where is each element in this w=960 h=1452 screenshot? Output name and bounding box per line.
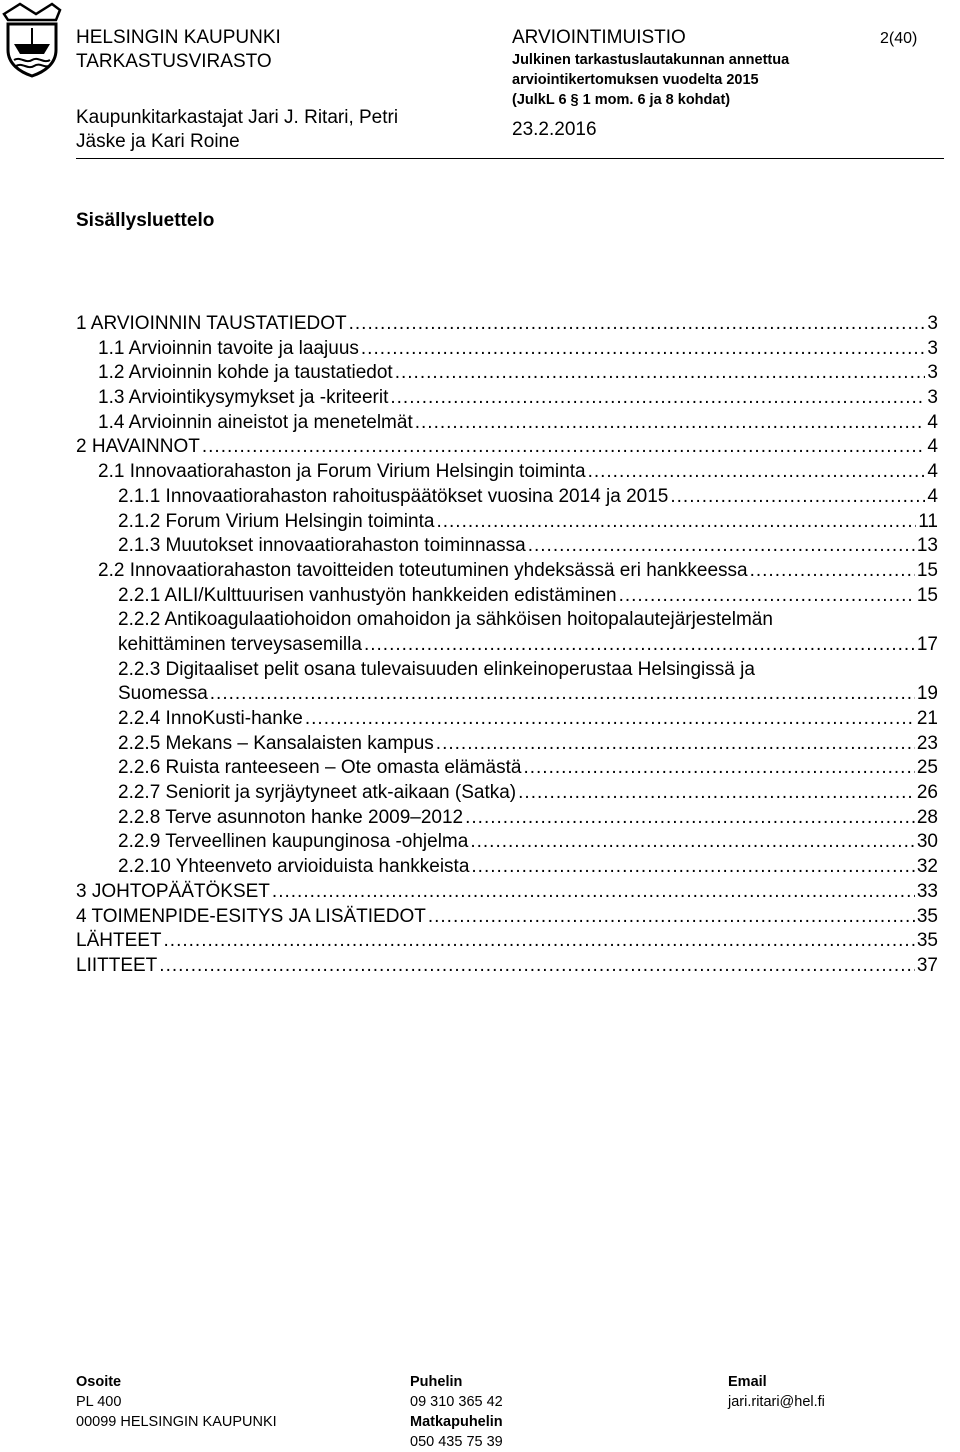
- toc-dot-leader: [202, 435, 926, 460]
- toc-entry-page: 3: [927, 387, 938, 409]
- toc-entry-page: 4: [927, 461, 938, 483]
- toc-entry[interactable]: [76, 806, 938, 831]
- toc-entry-label: 2.2.4 InnoKusti-hanke: [118, 708, 303, 729]
- toc-entry[interactable]: [76, 880, 938, 905]
- toc-entry[interactable]: [76, 559, 938, 584]
- toc-entry-page: 19: [916, 683, 938, 705]
- toc-dot-leader: [588, 460, 926, 485]
- toc-dot-leader: [528, 534, 915, 559]
- toc-entry-label: 1.3 Arviointikysymykset ja -kriteerit: [98, 387, 389, 409]
- toc-title: Sisällysluettelo: [76, 210, 215, 231]
- toc-dot-leader: [670, 485, 925, 510]
- table-of-contents: [76, 312, 938, 979]
- toc-entry-label: 1.2 Arvioinnin kohde ja taustatiedot: [98, 362, 393, 384]
- toc-dot-leader: [471, 855, 914, 880]
- toc-dot-leader: [465, 806, 915, 831]
- doc-subtitle-line3: (JulkL 6 § 1 mom. 6 ja 8 kohdat): [512, 92, 731, 108]
- toc-entry[interactable]: [76, 929, 938, 954]
- toc-entry-label: kehittäminen terveysasemilla: [118, 633, 362, 655]
- address-line1: PL 400: [76, 1394, 122, 1410]
- toc-dot-leader: [361, 337, 926, 362]
- toc-dot-leader: [210, 682, 915, 707]
- toc-entry-label: 2.2 Innovaatiorahaston tavoitteiden toteutuminen yhdeksässä eri hankkeessa: [98, 559, 748, 581]
- toc-dot-leader: [619, 584, 915, 609]
- toc-entry-label: 2.1.1 Innovaatiorahaston rahoituspäätökset vuosina 2014 ja 2015: [118, 485, 669, 507]
- toc-entry[interactable]: [76, 534, 938, 559]
- toc-entry-page: 15: [916, 584, 938, 606]
- toc-entry-label: 2.1 Innovaatiorahaston ja Forum Virium Helsingin toiminta: [98, 461, 586, 483]
- toc-entry[interactable]: [76, 312, 938, 337]
- toc-dot-leader: [305, 707, 915, 732]
- doc-subtitle-line1: Julkinen tarkastuslautakunnan annettua: [512, 52, 790, 68]
- footer-email: [728, 1372, 825, 1412]
- authors-line2: Jäske ja Kari Roine: [76, 131, 240, 152]
- header-middle: [512, 26, 789, 142]
- toc-dot-leader: [159, 954, 915, 979]
- toc-dot-leader: [272, 880, 915, 905]
- toc-entry[interactable]: [76, 830, 938, 855]
- toc-entry[interactable]: [76, 386, 938, 411]
- toc-entry-label: 2.2.10 Yhteenveto arvioiduista hankkeista: [118, 856, 470, 878]
- toc-entry-page: 15: [916, 559, 938, 581]
- toc-entry-label: 4 TOIMENPIDE-ESITYS JA LISÄTIEDOT: [76, 905, 426, 927]
- toc-entry[interactable]: [76, 460, 938, 485]
- toc-entry[interactable]: [76, 584, 938, 609]
- toc-entry-page: 35: [916, 930, 938, 952]
- toc-dot-leader: [436, 732, 915, 757]
- toc-entry[interactable]: [76, 485, 938, 510]
- toc-entry-label: 2.2.6 Ruista ranteeseen – Ote omasta elämästä: [118, 757, 522, 779]
- toc-entry-label: 2.1.3 Muutokset innovaatiorahaston toiminnassa: [118, 535, 526, 557]
- toc-entry[interactable]: [76, 707, 938, 732]
- helsinki-coat-of-arms-icon: [0, 0, 64, 80]
- toc-entry-label: LIITTEET: [76, 954, 158, 976]
- toc-entry[interactable]: [76, 435, 938, 460]
- toc-entry[interactable]: [76, 633, 938, 658]
- toc-entry[interactable]: [76, 781, 938, 806]
- toc-entry-page: 25: [916, 757, 938, 779]
- org-name-line2: TARKASTUSVIRASTO: [76, 51, 272, 72]
- toc-entry-label: Suomessa: [118, 683, 208, 705]
- toc-entry-page: 32: [916, 856, 938, 878]
- phone-label: Puhelin: [410, 1374, 463, 1390]
- toc-entry-label: 1.1 Arvioinnin tavoite ja laajuus: [98, 337, 359, 359]
- toc-dot-leader: [750, 559, 915, 584]
- toc-entry[interactable]: [76, 510, 938, 535]
- toc-entry-page: 37: [916, 954, 938, 976]
- toc-entry[interactable]: [76, 756, 938, 781]
- toc-entry-page: 17: [916, 633, 938, 655]
- toc-dot-leader: [428, 905, 915, 930]
- toc-dot-leader: [395, 361, 926, 386]
- toc-dot-leader: [164, 929, 915, 954]
- toc-entry-page: 28: [916, 806, 938, 828]
- toc-entry[interactable]: [76, 411, 938, 436]
- toc-entry[interactable]: [76, 682, 938, 707]
- toc-entry[interactable]: [76, 905, 938, 930]
- toc-entry-label-line1[interactable]: 2.2.3 Digitaaliset pelit osana tulevaisuuden elinkeinoperustaa Helsingissä ja: [118, 658, 755, 680]
- authors-line1: Kaupunkitarkastajat Jari J. Ritari, Petri: [76, 107, 399, 128]
- toc-entry-label: 2.2.7 Seniorit ja syrjäytyneet atk-aikaan (Satka): [118, 782, 517, 804]
- toc-dot-leader: [518, 781, 915, 806]
- page-number: 2(40): [880, 30, 918, 47]
- toc-entry[interactable]: [76, 954, 938, 979]
- mobile-number: 050 435 75 39: [410, 1434, 503, 1450]
- header-left: [76, 26, 398, 154]
- toc-entry-label: 2.2.1 AILI/Kulttuurisen vanhustyön hankkeiden edistäminen: [118, 584, 617, 606]
- toc-entry-label: 2.1.2 Forum Virium Helsingin toiminta: [118, 510, 435, 532]
- toc-entry-page: 30: [916, 831, 938, 853]
- toc-entry-label: LÄHTEET: [76, 930, 162, 952]
- toc-dot-leader: [349, 312, 926, 337]
- toc-entry-label: 1 ARVIOINNIN TAUSTATIEDOT: [76, 313, 347, 334]
- header-divider: [76, 158, 944, 159]
- address-label: Osoite: [76, 1374, 122, 1390]
- toc-entry-page: 26: [916, 782, 938, 804]
- toc-dot-leader: [415, 411, 926, 436]
- phone-number: 09 310 365 42: [410, 1394, 503, 1410]
- toc-entry-page: 4: [927, 436, 938, 458]
- toc-entry-page: 3: [927, 337, 938, 359]
- toc-entry-label: 3 JOHTOPÄÄTÖKSET: [76, 880, 270, 902]
- toc-entry-page: 4: [927, 411, 938, 433]
- toc-entry-page: 23: [916, 732, 938, 754]
- doc-date: 23.2.2016: [512, 119, 597, 140]
- toc-dot-leader: [390, 386, 925, 411]
- toc-entry-page: 11: [918, 510, 938, 532]
- doc-title: ARVIOINTIMUISTIO: [512, 27, 686, 48]
- toc-entry-page: 3: [927, 313, 938, 334]
- toc-dot-leader: [523, 756, 914, 781]
- toc-entry[interactable]: [76, 337, 938, 362]
- toc-entry-label: 1.4 Arvioinnin aineistot ja menetelmät: [98, 411, 413, 433]
- toc-entry[interactable]: [76, 361, 938, 386]
- doc-subtitle-line2: arviointikertomuksen vuodelta 2015: [512, 72, 759, 88]
- toc-entry-page: 21: [916, 708, 938, 729]
- toc-entry-label: 2.2.8 Terve asunnoton hanke 2009–2012: [118, 806, 464, 828]
- toc-dot-leader: [364, 633, 915, 658]
- mobile-label: Matkapuhelin: [410, 1414, 503, 1430]
- footer-phone: [410, 1372, 503, 1452]
- email-label: Email: [728, 1374, 767, 1390]
- toc-dot-leader: [470, 830, 915, 855]
- toc-entry-label: 2.2.5 Mekans – Kansalaisten kampus: [118, 732, 434, 754]
- toc-dot-leader: [436, 510, 916, 535]
- toc-entry-label: 2.2.9 Terveellinen kaupunginosa -ohjelma: [118, 831, 469, 853]
- address-line2: 00099 HELSINGIN KAUPUNKI: [76, 1414, 277, 1430]
- toc-entry[interactable]: [76, 855, 938, 880]
- toc-entry[interactable]: [76, 732, 938, 757]
- email-address[interactable]: jari.ritari@hel.fi: [728, 1394, 825, 1410]
- toc-entry-page: 13: [916, 535, 938, 557]
- toc-entry-label-line1[interactable]: 2.2.2 Antikoagulaatiohoidon omahoidon ja sähköisen hoitopalautejärjestelmän: [118, 609, 773, 631]
- org-name-line1: HELSINGIN KAUPUNKI: [76, 27, 281, 48]
- toc-entry-page: 3: [927, 362, 938, 384]
- toc-entry-page: 35: [916, 905, 938, 927]
- toc-entry-page: 33: [916, 880, 938, 902]
- toc-entry-label: 2 HAVAINNOT: [76, 436, 200, 458]
- toc-entry-page: 4: [927, 485, 938, 507]
- footer-address: [76, 1372, 277, 1432]
